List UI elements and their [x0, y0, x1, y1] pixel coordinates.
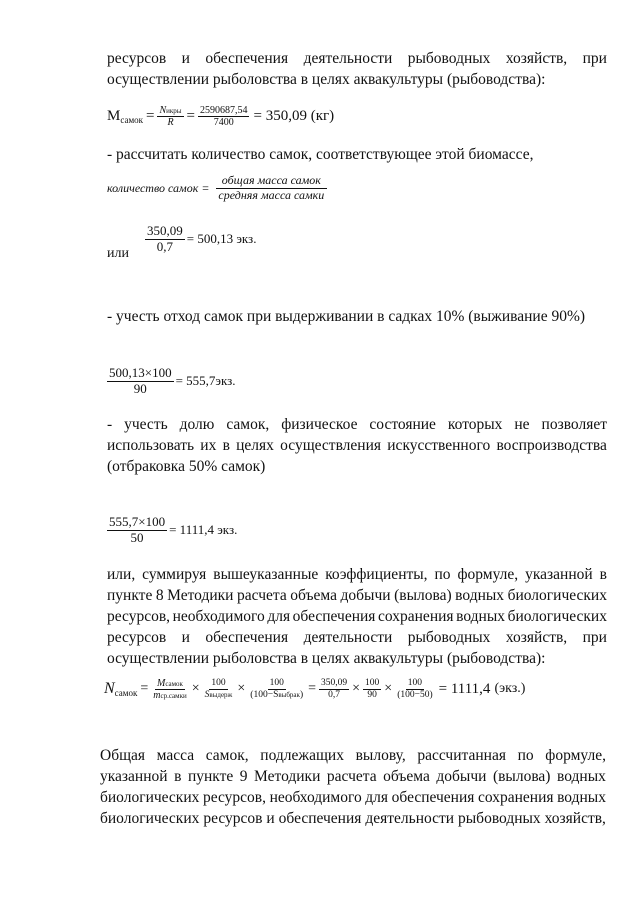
waste-line: - учесть отход самок при выдерживании в садках 10% (выживание 90%)	[107, 308, 586, 325]
word: рыбоводных	[407, 629, 491, 646]
word: самок	[120, 114, 144, 125]
formula-pieces	[145, 222, 256, 256]
word: ресурсов	[107, 50, 167, 67]
formula-mass	[107, 100, 334, 132]
word: 90	[367, 689, 377, 700]
p3-line1	[107, 566, 607, 584]
word: сохранения	[378, 608, 454, 625]
f1-lhs	[107, 108, 143, 125]
word: N	[159, 104, 167, 116]
word: водных	[456, 608, 505, 625]
word: указанной	[525, 566, 593, 583]
f6-result: = 1111,4	[438, 680, 491, 697]
word: расчета	[237, 587, 287, 604]
word: обеспечения	[391, 789, 475, 806]
f6-times3: ×	[352, 681, 361, 696]
formula-waste	[107, 364, 236, 398]
word: добычи	[340, 587, 391, 604]
f6-lhs	[104, 680, 137, 698]
word: водных	[455, 587, 505, 604]
word: или,	[107, 566, 136, 583]
p2-line2	[107, 437, 607, 455]
word: необходимого	[172, 608, 265, 625]
f6-eq: =	[140, 681, 149, 696]
word: хозяйств,	[544, 810, 606, 827]
p4-line2	[100, 768, 606, 786]
p2-line3: (отбраковка 50% самок)	[107, 458, 266, 475]
word: в	[174, 768, 182, 785]
word: расчета	[326, 768, 377, 785]
word: масса	[156, 747, 195, 764]
f2-lhs: количество самок =	[107, 180, 210, 195]
word: 9	[239, 768, 248, 785]
word: позволяет	[541, 416, 607, 433]
f3-or: или	[107, 246, 129, 261]
word: 500,13×100	[109, 365, 172, 381]
f6-t3	[248, 678, 305, 700]
word: средняя масса самки	[218, 187, 325, 202]
word: ресурсов,	[107, 608, 171, 625]
word: -	[107, 416, 113, 433]
word: использовать	[107, 437, 195, 454]
word: (100−50)	[397, 689, 433, 700]
word: целях	[236, 437, 274, 454]
word: при	[582, 629, 607, 646]
word: искусственного	[387, 437, 491, 454]
word: 555,7×100	[109, 514, 166, 530]
word: самок,	[205, 747, 249, 764]
word: (вылова)	[394, 587, 452, 604]
word: 350,09	[147, 223, 183, 239]
p2-line1	[107, 416, 607, 434]
word: по	[517, 747, 534, 764]
word: ресурсов,	[202, 789, 266, 806]
word: обеспечения	[278, 810, 362, 827]
f6-t5	[363, 678, 381, 700]
word: формуле,	[457, 566, 519, 583]
f4-result: = 555,7экз.	[175, 373, 236, 388]
word: физическое	[281, 416, 358, 433]
word: 90	[133, 380, 147, 396]
word: 100	[269, 678, 284, 689]
f1-frac1	[157, 105, 183, 128]
word: общая масса самок	[216, 174, 327, 188]
formula-combined	[104, 670, 525, 708]
f4-frac	[107, 366, 174, 396]
word: самок	[165, 679, 183, 688]
word: формуле,	[545, 747, 606, 764]
word: биологических	[100, 789, 200, 806]
word: самок	[114, 688, 138, 698]
word: M	[156, 677, 166, 689]
f1-eq: =	[146, 107, 155, 124]
word: подлежащих	[260, 747, 344, 764]
p4-line3	[100, 789, 606, 807]
word: выдерж	[209, 690, 233, 699]
word: 0,7	[328, 689, 341, 700]
word: коэффициенты,	[325, 566, 428, 583]
f6-eq2: =	[308, 681, 317, 696]
p3-line4	[107, 629, 607, 647]
word: указанной	[100, 768, 168, 785]
word: суммируя	[142, 566, 207, 583]
f6-t6	[395, 678, 434, 700]
word: хозяйств,	[505, 629, 568, 646]
word: ресурсов	[107, 629, 167, 646]
f6-t2	[203, 678, 235, 700]
word: состояние	[369, 416, 436, 433]
p4-line1	[100, 747, 606, 765]
word: (100−S	[250, 689, 279, 700]
word: N	[104, 680, 115, 697]
word: вылову,	[355, 747, 406, 764]
word: при	[582, 50, 607, 67]
word: икры	[166, 106, 182, 115]
word: рыбоводных	[458, 810, 541, 827]
word: обеспечения	[205, 50, 289, 67]
formula-count	[107, 171, 330, 205]
word: пункте	[107, 587, 153, 604]
p4-line4	[100, 810, 606, 828]
word: которых	[447, 416, 503, 433]
word: R	[167, 116, 174, 128]
word: )	[299, 689, 304, 700]
f6-times1: ×	[191, 681, 200, 696]
p1-line1	[107, 50, 607, 68]
p1-line2: осуществлении рыболовства в целях аквакультуры (рыбоводства):	[107, 71, 546, 88]
word: ср.самки	[160, 691, 187, 700]
word: добычи	[436, 768, 487, 785]
f2-frac	[212, 174, 330, 201]
word: = 500,13 экз.	[186, 231, 257, 246]
word: M	[107, 107, 121, 124]
word: самок,	[226, 416, 270, 433]
word: водных	[557, 768, 606, 785]
word: их	[200, 437, 217, 454]
formula-reject	[107, 513, 237, 547]
word: в	[222, 437, 230, 454]
f6-times4: ×	[384, 681, 393, 696]
word: объема	[290, 587, 337, 604]
word: по	[434, 566, 451, 583]
word: и	[266, 810, 275, 827]
word: Методики	[167, 587, 234, 604]
f1-eq2: =	[186, 107, 195, 124]
f6-t4	[319, 678, 349, 700]
word: осуществления	[280, 437, 382, 454]
word: водных	[557, 789, 606, 806]
f6-times2: ×	[237, 681, 246, 696]
word: m	[153, 689, 161, 701]
word: воспроизводства	[496, 437, 607, 454]
word: 350,09	[321, 678, 348, 689]
word: вышеуказанные	[213, 566, 319, 583]
word: для	[267, 608, 291, 625]
p3-line2	[107, 587, 607, 605]
word: Методики	[254, 768, 321, 785]
f3-result	[185, 231, 257, 247]
word: 0,7	[156, 238, 173, 254]
word: биологических	[507, 587, 607, 604]
word: хозяйств,	[505, 50, 568, 67]
word: (вылова)	[492, 768, 551, 785]
word: и	[181, 50, 190, 67]
f5-result: = 1111,4 экз.	[169, 522, 238, 537]
word: рассчитанная	[417, 747, 506, 764]
word: 100	[211, 678, 226, 689]
word: обеспечения	[205, 629, 289, 646]
word: биологических	[507, 608, 607, 625]
p3-line5: осуществлении рыболовства в целях аквакультуры (рыбоводства):	[107, 650, 546, 667]
word: обеспечения	[292, 608, 376, 625]
word: не	[514, 416, 530, 433]
word: необходимого	[269, 789, 362, 806]
word: в	[599, 566, 607, 583]
word: рыбоводных	[407, 50, 491, 67]
word: для	[365, 789, 389, 806]
f6-t1	[151, 678, 188, 701]
word: биологических	[100, 810, 200, 827]
word: деятельности	[303, 629, 393, 646]
word: 2590687,54	[199, 104, 248, 116]
count-line: - рассчитать количество самок, соответствующее этой биомассе,	[107, 146, 534, 163]
f3-frac	[145, 224, 185, 254]
word: учесть	[124, 416, 168, 433]
f5-frac	[107, 515, 167, 545]
f6-unit: (экз.)	[494, 681, 526, 696]
word: и	[181, 629, 190, 646]
f1-result: = 350,09 (кг)	[253, 107, 335, 124]
word: 50	[130, 529, 144, 545]
word: ресурсов	[203, 810, 263, 827]
word: деятельности	[303, 50, 393, 67]
word: 100	[365, 678, 380, 689]
word: Общая	[100, 747, 146, 764]
word: 7400	[213, 116, 234, 128]
word: пункте	[187, 768, 234, 785]
word: 100	[407, 678, 423, 689]
word: объема	[383, 768, 430, 785]
word: деятельности	[365, 810, 455, 827]
p3-line3	[107, 608, 607, 626]
f1-frac2	[198, 105, 250, 128]
word: S	[204, 689, 210, 700]
word: долю	[179, 416, 215, 433]
word: 8	[155, 587, 164, 604]
word: выбрак	[278, 690, 300, 699]
word: сохранения	[477, 789, 554, 806]
